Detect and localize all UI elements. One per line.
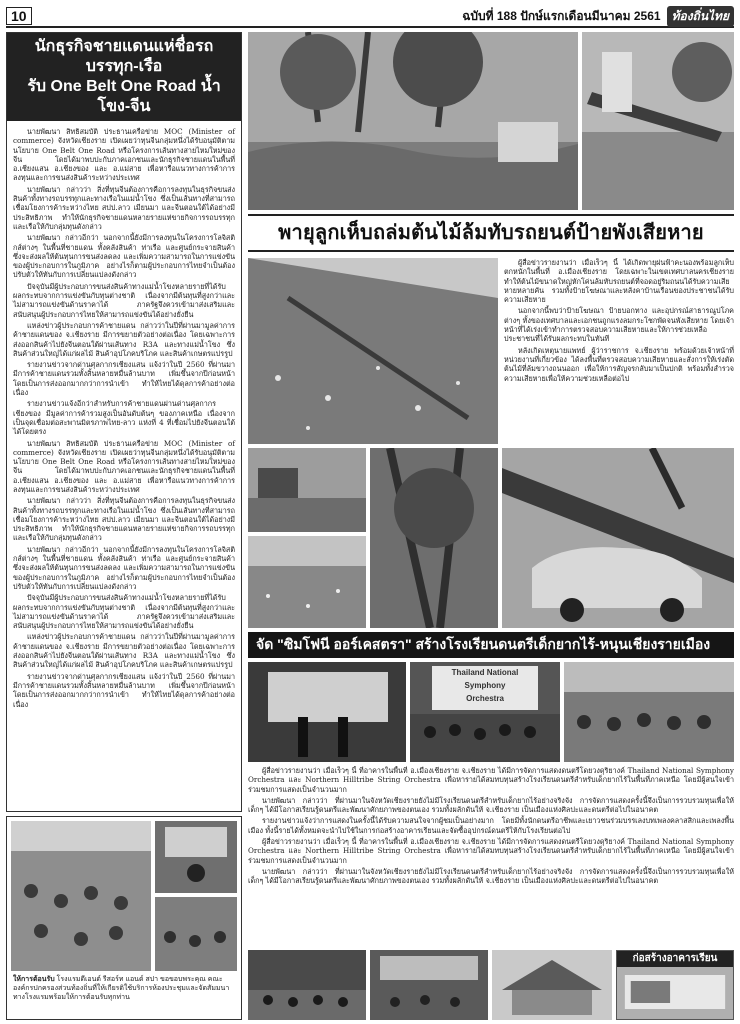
paragraph: ผู้สื่อข่าวรายงานว่า เมื่อเร็วๆ นี้ ที่อาคารในพื้นที่ อ.เมืองเชียงราย จ.เชียงราย ได้มีการจัดการแสดงดนตรีโดยวงดุริยางค์ Thailand National Symphony Orchestra และ Northern Hilltribe String Orchestra เพื่อหารายได้สมทบทุนสร้างโรงเรียนดนตรีสำหรับเด็กยากไร้ในพื้นที่ภาคเหนือ โดยมีผู้สนใจเข้าร่วมชมการแสดงเป็นจำนวนมาก	[248, 837, 734, 865]
headline-line-2: รับ One Belt One Road น้ำโขง-จีน	[27, 78, 221, 115]
paragraph: นายพัฒนา กล่าวอีกว่า นอกจากนี้ยังมีการลงทุนในโครงการโลจิสติกส์ต่างๆ ในพื้นที่ชายแดน ทั้งคลังสินค้า ท่าเรือ และศูนย์กระจายสินค้า ซึ่งจะส่งผลให้ต้นทุนการขนส่งลดลง และเพิ่มความสามารถในการแข่งขันของผู้ประกอบการในภูมิภาค อย่างไรก็ตามผู้ประกอบการไทยจำเป็นต้องปรับตัวให้ทันกับการเปลี่ยนแปลงดังกล่าว	[13, 233, 235, 280]
meeting-box	[6, 816, 242, 1020]
photo-hail-lawn	[248, 536, 366, 628]
paragraph: นายพัฒนา กล่าวว่า ที่ผ่านมาในจังหวัดเชียงรายยังไม่มีโรงเรียนดนตรีสำหรับเด็กยากไร้อย่างจริงจัง การจัดการแสดงครั้งนี้จึงเป็นการรวบรวมทุนเพื่อให้เด็กๆ ได้มีโอกาสเรียนรู้ดนตรีและพัฒนาศักยภาพของตนเอง รวมทั้งผลักดันให้ จ.เชียงราย เป็นเมืองแห่งศิลปะและดนตรีต่อไปในอนาคต	[248, 866, 734, 886]
photo-meeting-room	[11, 821, 151, 971]
paragraph: ผู้สื่อข่าวรายงานว่า เมื่อเร็วๆ นี้ ได้เกิดพายุฝนฟ้าคะนองพร้อมลูกเห็บตกหนักในพื้นที่ อ.เมืองเชียงราย โดยเฉพาะในเขตเทศบาลนครเชียงราย ทำให้ต้นไม้ขนาดใหญ่หักโค่นล้มทับรถยนต์ที่จอดอยู่ริมถนนได้รับความเสียหายหลายคัน รวมทั้งป้ายโฆษณาและหลังคาบ้านเรือนของประชาชนได้รับความเสียหาย	[504, 258, 734, 305]
photo-tree-on-car	[502, 448, 734, 628]
music-headline: จัด "ซิมโฟนี ออร์เคสตรา" สร้างโรงเรียนดนตรีเด็กยากไร้-หนุนเชียงรายเมือง	[248, 632, 734, 658]
paragraph: นอกจากนี้พบว่าป้ายโฆษณา ป้ายบอกทาง และอุปกรณ์สาธารณูปโภคต่างๆ ทั้งของเทศบาลและเอกชนถูกแรงลมกระโชกพัดจนพังเสียหาย โดยเจ้าหน้าที่ได้เร่งเข้าทำการตรวจสอบความเสียหายและให้การช่วยเหลือประชาชนที่ได้รับผลกระทบในทันที	[504, 306, 734, 344]
paragraph: นายพัฒนา กล่าวว่า สิ่งที่ทุนจีนต้องการคือการลงทุนในธุรกิจขนส่งสินค้าทั้งทางรถบรรทุกและทางเรือในแม่น้ำโขง ซึ่งเป็นเส้นทางที่สามารถเชื่อมโยงการค้าระหว่างไทย สปป.ลาว เมียนมา และจีนตอนใต้ได้อย่างมีประสิทธิภาพ ทำให้นักธุรกิจชายแดนหลายรายแห่ขายกิจการรถบรรทุกและเรือให้กับกลุ่มทุนดังกล่าว	[13, 184, 235, 231]
caption-bullet: ให้การต้อนรับ	[13, 976, 55, 983]
photo-construction-sign	[616, 950, 734, 1020]
construction-sign-text: ก่อสร้างอาคารเรียน	[617, 951, 733, 967]
photo-hail-ground	[248, 258, 498, 444]
paragraph: ผู้สื่อข่าวรายงานว่า เมื่อเร็วๆ นี้ ที่อาคารในพื้นที่ อ.เมืองเชียงราย จ.เชียงราย ได้มีการจัดการแสดงดนตรีโดยวงดุริยางค์ Thailand National Symphony Orchestra และ Northern Hilltribe String Orchestra เพื่อหารายได้สมทบทุนสร้างโรงเรียนดนตรีสำหรับเด็กยากไร้ในพื้นที่ภาคเหนือ โดยมีผู้สนใจเข้าร่วมชมการแสดงเป็นจำนวนมาก	[248, 766, 734, 794]
paragraph: รายงานข่าวจากด่านศุลกากรเชียงแสน แจ้งว่าในปี 2560 ที่ผ่านมามีการค้าชายแดนรวมทั้งสิ้นหลายหมื่นล้านบาท เพิ่มขึ้นจากปีก่อนหน้า โดยเป็นการส่งออกมากกว่าการนำเข้า ทำให้ไทยได้ดุลการค้าอย่างต่อเนื่อง	[13, 671, 235, 709]
left-article	[6, 32, 242, 812]
music-article-body	[248, 766, 734, 946]
photo-audience	[564, 662, 734, 762]
paragraph: รายงานข่าวแจ้งอีกว่าสำหรับการค้าชายแดนผ่านด่านศุลกากรเชียงของ มีมูลค่าการค้ารวมสูงเป็นอันดับต้นๆ ของภาคเหนือ เนื่องจากเป็นจุดเชื่อมต่อสะพานมิตรภาพไทย-ลาว แห่งที่ 4 ที่เชื่อมไปยังจีนตอนใต้ได้โดยตรง	[13, 399, 235, 437]
paragraph: นายพัฒนา กล่าวว่า ที่ผ่านมาในจังหวัดเชียงรายยังไม่มีโรงเรียนดนตรีสำหรับเด็กยากไร้อย่างจริงจัง การจัดการแสดงครั้งนี้จึงเป็นการรวบรวมทุนเพื่อให้เด็กๆ ได้มีโอกาสเรียนรู้ดนตรีและพัฒนาศักยภาพของตนเอง รวมทั้งผลักดันให้ จ.เชียงราย เป็นเมืองแห่งศิลปะและดนตรีต่อไปในอนาคต	[248, 795, 734, 815]
paragraph: นายพัฒนา กล่าวว่า สิ่งที่ทุนจีนต้องการคือการลงทุนในธุรกิจขนส่งสินค้าทั้งทางรถบรรทุกและทางเรือในแม่น้ำโขง ซึ่งเป็นเส้นทางที่สามารถเชื่อมโยงการค้าระหว่างไทย สปป.ลาว เมียนมา และจีนตอนใต้ได้อย่างมีประสิทธิภาพ ทำให้นักธุรกิจชายแดนหลายรายแห่ขายกิจการรถบรรทุกและเรือให้กับกลุ่มทุนดังกล่าว	[13, 496, 235, 543]
page-number: 10	[6, 7, 32, 25]
left-article-headline	[7, 33, 241, 121]
stage-sign-line: Orchestra	[466, 694, 504, 703]
photo-meeting-speaker	[155, 821, 237, 893]
stage-sign-line: Thailand National	[451, 668, 519, 677]
paragraph: รายงานข่าวจากด่านศุลกากรเชียงแสน แจ้งว่าในปี 2560 ที่ผ่านมามีการค้าชายแดนรวมทั้งสิ้นหลายหมื่นล้านบาท เพิ่มขึ้นจากปีก่อนหน้า โดยเป็นการส่งออกมากกว่าการนำเข้า ทำให้ไทยได้ดุลการค้าอย่างต่อเนื่อง	[13, 360, 235, 398]
caption-text: โรงแรมดีเอนต์ รีสอร์ท แอนด์ สปา ขอขอบพระคุณ คณะองค์กรปกครองส่วนท้องถิ่นที่ให้เกียรติใช้บริการห้องประชุมและจัดสัมมนา ทางโรงแรมพร้อมให้การต้อนรับทุกท่าน	[13, 976, 230, 1001]
paragraph: นายพัฒนา กล่าวอีกว่า นอกจากนี้ยังมีการลงทุนในโครงการโลจิสติกส์ต่างๆ ในพื้นที่ชายแดน ทั้งคลังสินค้า ท่าเรือ และศูนย์กระจายสินค้า ซึ่งจะส่งผลให้ต้นทุนการขนส่งลดลง และเพิ่มความสามารถในการแข่งขันของผู้ประกอบการในภูมิภาค อย่างไรก็ตามผู้ประกอบการไทยจำเป็นต้องปรับตัวให้ทันกับการเปลี่ยนแปลงดังกล่าว	[13, 544, 235, 591]
paragraph: แหล่งข่าวผู้ประกอบการค้าชายแดน กล่าวว่าในปีที่ผ่านมามูลค่าการค้าชายแดนของ จ.เชียงราย มีการขยายตัวอย่างต่อเนื่อง โดยเฉพาะการส่งออกสินค้าไปยังจีนตอนใต้ผ่านเส้นทาง R3A และทางแม่น้ำโขง ซึ่งสินค้าส่วนใหญ่ได้แก่ผลไม้ สินค้าอุปโภคบริโภค และสินค้าเกษตรแปรรูป	[13, 320, 235, 358]
photo-orchestra-performance	[410, 662, 560, 762]
issue-text: ฉบับที่ 188 ปักษ์แรกเดือนมีนาคม 2561	[462, 8, 661, 23]
photo-damaged-tree	[370, 448, 498, 628]
stage-sign-line: Symphony	[464, 681, 506, 690]
paragraph: ปัจจุบันมีผู้ประกอบการขนส่งสินค้าทางแม่น้ำโขงหลายรายที่ได้รับผลกระทบจากการแข่งขันกับทุนต่างชาติ เนื่องจากมีต้นทุนที่สูงกว่าและไม่สามารถแข่งขันด้านราคาได้ ภาครัฐจึงควรเข้ามาส่งเสริมและสนับสนุนผู้ประกอบการไทยให้สามารถแข่งขันได้อย่างยั่งยืน	[13, 593, 235, 631]
photo-meeting-attendees	[155, 897, 237, 971]
paragraph: หลังเกิดเหตุนายแพทย์ ผู้ว่าราชการ จ.เชียงราย พร้อมด้วยเจ้าหน้าที่หน่วยงานที่เกี่ยวข้อง ได้ลงพื้นที่ตรวจสอบความเสียหายและสั่งการให้เร่งตัดต้นไม้ที่ล้มขวางถนนออก เพื่อให้การสัญจรกลับมาเป็นปกติ พร้อมทั้งสำรวจความเสียหายเพื่อให้ความช่วยเหลือต่อไป	[504, 345, 734, 383]
paragraph: รายงานข่าวแจ้งว่าการแสดงในครั้งนี้ได้รับความสนใจจากผู้ชมเป็นอย่างมาก โดยมีทั้งนักดนตรีอาชีพและเยาวชนร่วมบรรเลงบทเพลงคลาสสิกและเพลงพื้นเมือง ทั้งนี้รายได้ทั้งหมดจะนำไปใช้ในการก่อสร้างอาคารเรียนและจัดซื้ออุปกรณ์ดนตรีให้กับโรงเรียนต่อไป	[248, 816, 734, 835]
paragraph: ปัจจุบันมีผู้ประกอบการขนส่งสินค้าทางแม่น้ำโขงหลายรายที่ได้รับผลกระทบจากการแข่งขันกับทุนต่างชาติ เนื่องจากมีต้นทุนที่สูงกว่าและไม่สามารถแข่งขันด้านราคาได้ ภาครัฐจึงควรเข้ามาส่งเสริมและสนับสนุนผู้ประกอบการไทยให้สามารถแข่งขันได้อย่างยั่งยืน	[13, 281, 235, 319]
paragraph: แหล่งข่าวผู้ประกอบการค้าชายแดน กล่าวว่าในปีที่ผ่านมามูลค่าการค้าชายแดนของ จ.เชียงราย มีการขยายตัวอย่างต่อเนื่อง โดยเฉพาะการส่งออกสินค้าไปยังจีนตอนใต้ผ่านเส้นทาง R3A และทางแม่น้ำโขง ซึ่งสินค้าส่วนใหญ่ได้แก่ผลไม้ สินค้าอุปโภคบริโภค และสินค้าเกษตรแปรรูป	[13, 632, 235, 670]
left-article-body	[7, 121, 241, 849]
storm-headline: พายุลูกเห็บถล่มต้นไม้ล้มทับรถยนต์ป้ายพังเสียหาย	[248, 214, 734, 252]
headline-line-1: นักธุรกิจชายแดนแห่ชื่อรถบรรทุก-เรือ	[34, 38, 214, 75]
photo-garden-damage	[248, 32, 578, 210]
paragraph: นายพัฒนา สิทธิสมบัติ ประธานเครือข่าย MOC (Minister of commerce) จังหวัดเชียงราย เปิดเผยว่าทุนจีนกลุ่มหนึ่งได้รับอนุมัติตามนโยบาย One Belt One Road หรือโครงการเส้นทางสายไหมใหม่ของจีน โดยได้มาพบปะกับภาคเอกชนและนักธุรกิจชายแดนในพื้นที่ อ.เชียงแสน อ.เชียงของ และ อ.แม่สาย เพื่อหารือแนวทางการค้าการลงทุนและการขนส่งสินค้าระหว่างประเทศ	[13, 438, 235, 494]
photo-school-building	[492, 950, 612, 1020]
photo-fallen-branch	[582, 32, 734, 210]
photo-ensemble-1	[248, 950, 366, 1020]
photo-orchestra-stage	[248, 662, 406, 762]
meeting-caption	[13, 975, 237, 1002]
paragraph: นายพัฒนา สิทธิสมบัติ ประธานเครือข่าย MOC (Minister of commerce) จังหวัดเชียงราย เปิดเผยว่าทุนจีนกลุ่มหนึ่งได้รับอนุมัติตามนโยบาย One Belt One Road หรือโครงการเส้นทางสายไหมใหม่ของจีน โดยได้มาพบปะกับภาคเอกชนและนักธุรกิจชายแดนในพื้นที่ อ.เชียงแสน อ.เชียงของ และ อ.แม่สาย เพื่อหารือแนวทางการค้าการลงทุนและการขนส่งสินค้าระหว่างประเทศ	[13, 127, 235, 183]
newspaper-logo: ท้องถิ่นไทย	[667, 6, 734, 27]
issue-info	[462, 6, 734, 27]
photo-rain-street	[248, 448, 366, 532]
storm-article-body	[504, 258, 734, 444]
page-header	[6, 6, 734, 28]
photo-ensemble-2	[370, 950, 488, 1020]
